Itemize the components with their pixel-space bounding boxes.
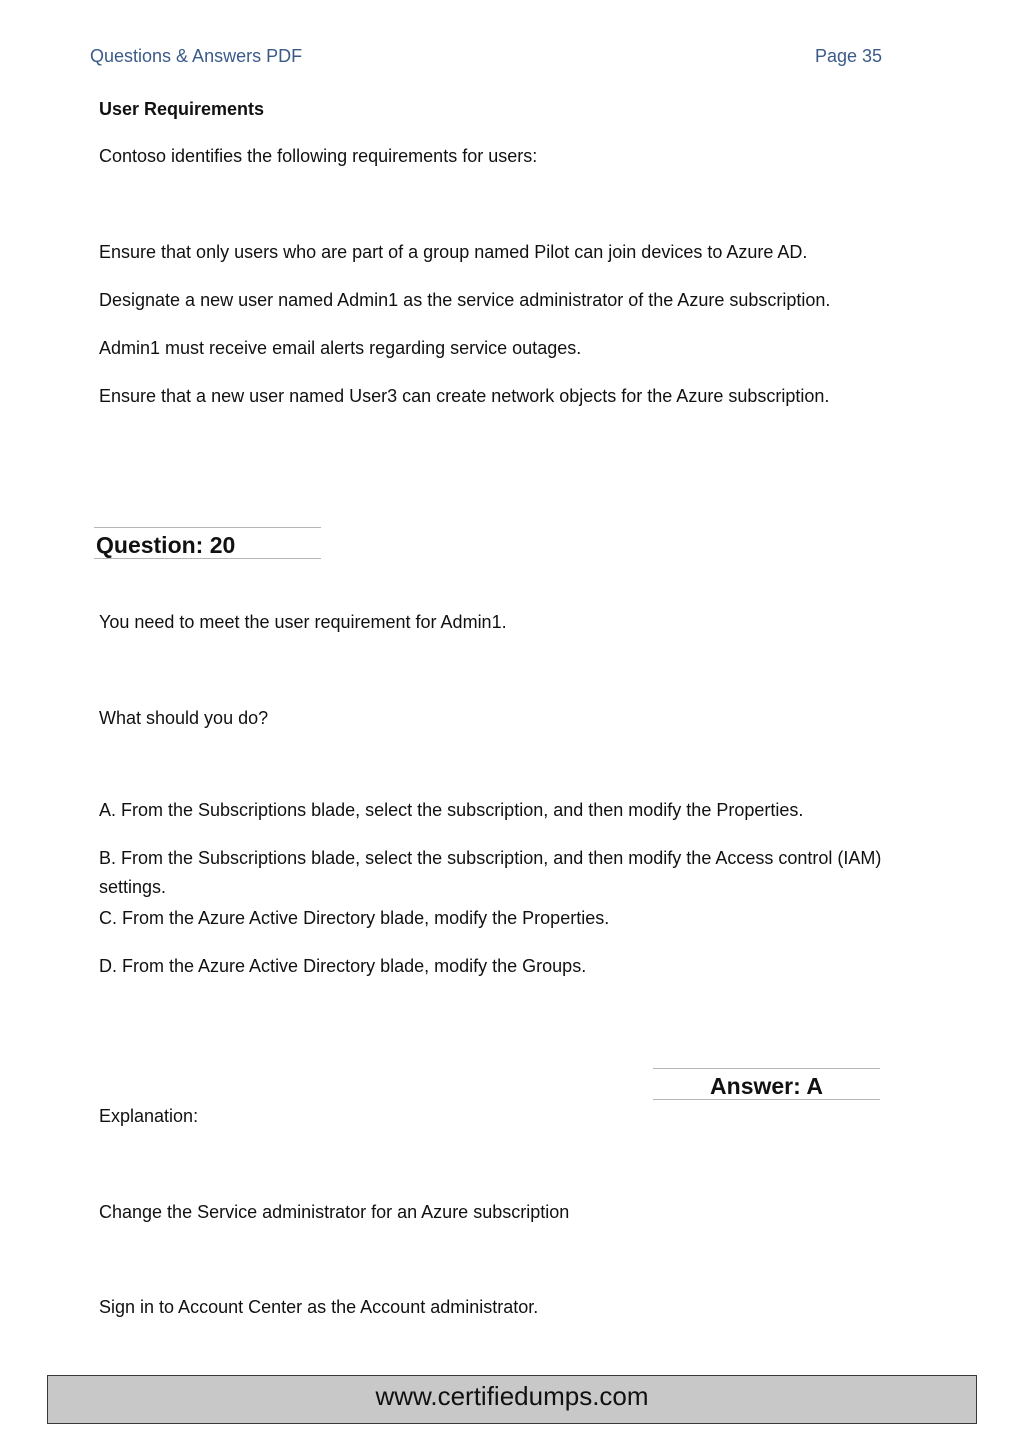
answer-title: Answer: A	[710, 1073, 823, 1099]
explanation-line: Sign in to Account Center as the Account administrator.	[99, 1297, 539, 1317]
page-number: Page 35	[815, 46, 883, 66]
question-heading-box	[94, 527, 321, 559]
header-title: Questions & Answers PDF	[90, 46, 303, 66]
question-title: Question: 20	[96, 532, 236, 558]
explanation-label: Explanation:	[99, 1106, 199, 1126]
requirement-item: Admin1 must receive email alerts regarding service outages.	[99, 338, 582, 358]
requirement-item: Designate a new user named Admin1 as the service administrator of the Azure subscription.	[99, 290, 831, 310]
option-d: D. From the Azure Active Directory blade, modify the Groups.	[99, 956, 587, 976]
footer-url: www.certifiedumps.com	[375, 1381, 649, 1411]
section-heading: User Requirements	[99, 99, 265, 119]
requirement-item: Ensure that only users who are part of a group named Pilot can join devices to Azure AD.	[99, 242, 808, 262]
option-b-continuation: settings.	[99, 877, 167, 897]
option-a: A. From the Subscriptions blade, select the subscription, and then modify the Properties.	[99, 800, 804, 820]
footer-bar	[47, 1375, 977, 1424]
requirement-item: Ensure that a new user named User3 can create network objects for the Azure subscription.	[99, 386, 830, 406]
explanation-line: Change the Service administrator for an Azure subscription	[99, 1202, 570, 1222]
answer-heading-box	[653, 1068, 880, 1100]
option-b: B. From the Subscriptions blade, select the subscription, and then modify the Access control (IAM)	[99, 848, 882, 868]
section-intro: Contoso identifies the following requirements for users:	[99, 146, 538, 166]
option-c: C. From the Azure Active Directory blade, modify the Properties.	[99, 908, 610, 928]
question-statement: You need to meet the user requirement for Admin1.	[99, 612, 507, 632]
question-prompt: What should you do?	[99, 708, 269, 728]
